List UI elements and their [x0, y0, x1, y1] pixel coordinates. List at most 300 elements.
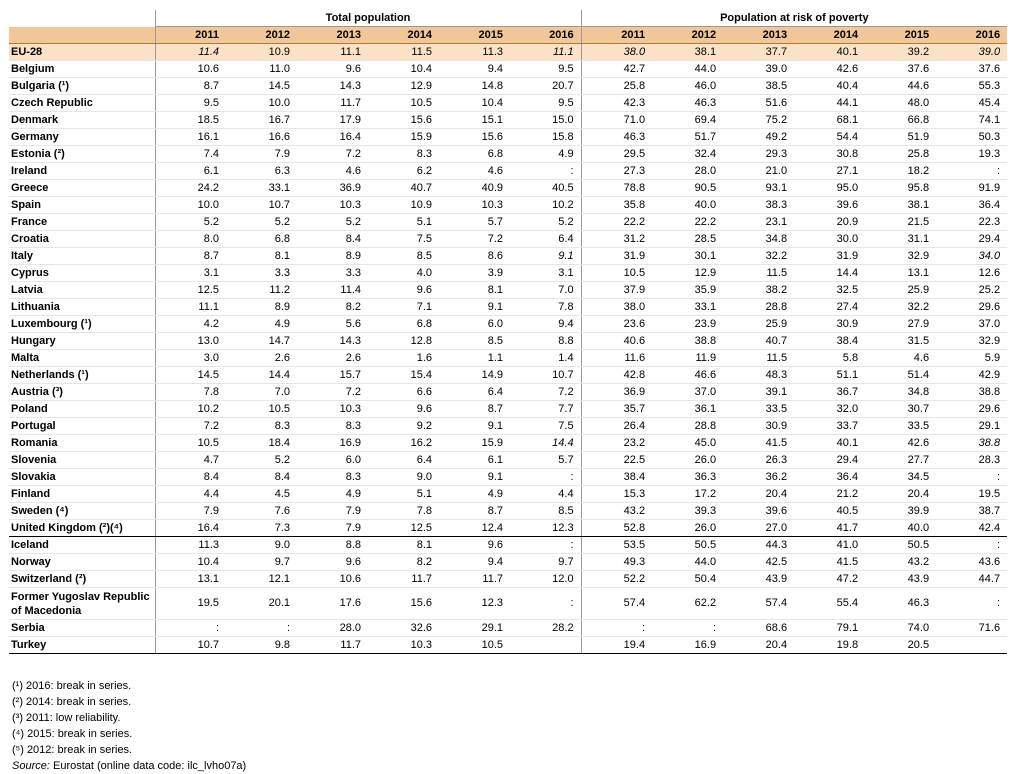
poverty-population-cell: 32.5 — [794, 282, 865, 299]
total-population-cell: 9.7 — [226, 554, 297, 571]
poverty-population-cell: 28.5 — [652, 231, 723, 248]
poverty-population-cell: 36.4 — [936, 197, 1007, 214]
table-row — [9, 61, 1007, 78]
total-population-cell: 9.7 — [510, 554, 581, 571]
total-population-cell: 7.9 — [297, 503, 368, 520]
poverty-population-cell: : — [936, 469, 1007, 486]
poverty-population-cell: 33.7 — [794, 418, 865, 435]
poverty-population-cell: 10.5 — [581, 265, 652, 282]
row-label: Latvia — [9, 282, 155, 299]
total-population-cell: 17.6 — [297, 588, 368, 620]
total-population-cell: 6.1 — [439, 452, 510, 469]
poverty-population-cell: 21.5 — [865, 214, 936, 231]
poverty-population-cell: 38.5 — [723, 78, 794, 95]
year-header-corner — [9, 27, 155, 44]
poverty-population-cell: 22.5 — [581, 452, 652, 469]
table-row — [9, 384, 1007, 401]
poverty-population-cell: 36.1 — [652, 401, 723, 418]
poverty-population-cell: 39.0 — [723, 61, 794, 78]
poverty-population-cell: 39.6 — [794, 197, 865, 214]
total-population-cell: 16.4 — [297, 129, 368, 146]
poverty-population-cell: 5.8 — [794, 350, 865, 367]
total-population-cell: 15.6 — [368, 112, 439, 129]
total-population-cell: 10.7 — [510, 367, 581, 384]
total-population-cell: 9.4 — [510, 316, 581, 333]
poverty-population-cell: 29.6 — [936, 401, 1007, 418]
poverty-population-cell: 68.6 — [723, 620, 794, 637]
poverty-population-cell: 71.6 — [936, 620, 1007, 637]
total-population-cell: 6.0 — [439, 316, 510, 333]
poverty-population-cell: 28.0 — [652, 163, 723, 180]
poverty-population-cell: 29.3 — [723, 146, 794, 163]
poverty-population-cell: 26.3 — [723, 452, 794, 469]
poverty-population-cell: 11.5 — [723, 350, 794, 367]
total-population-cell: 5.2 — [226, 214, 297, 231]
total-population-cell: 14.4 — [226, 367, 297, 384]
poverty-population-cell: 38.8 — [936, 435, 1007, 452]
total-population-cell: 10.3 — [439, 197, 510, 214]
total-population-cell: 8.8 — [297, 537, 368, 554]
total-population-cell: 10.6 — [297, 571, 368, 588]
total-population-cell: : — [155, 620, 226, 637]
poverty-population-cell: 19.5 — [936, 486, 1007, 503]
poverty-population-cell: 34.5 — [865, 469, 936, 486]
poverty-population-cell: 50.4 — [652, 571, 723, 588]
total-population-cell: 7.8 — [155, 384, 226, 401]
poverty-population-cell: 52.2 — [581, 571, 652, 588]
poverty-population-cell: 37.6 — [936, 61, 1007, 78]
total-population-cell: 10.6 — [155, 61, 226, 78]
source-line — [12, 758, 1007, 774]
poverty-population-cell: 32.9 — [865, 248, 936, 265]
total-population-cell: 2.6 — [226, 350, 297, 367]
poverty-population-cell: 40.5 — [794, 503, 865, 520]
total-population-cell: 9.4 — [439, 554, 510, 571]
total-population-cell: 1.6 — [368, 350, 439, 367]
poverty-population-cell: 50.3 — [936, 129, 1007, 146]
poverty-population-cell: 45.4 — [936, 95, 1007, 112]
poverty-population-cell: 68.1 — [794, 112, 865, 129]
poverty-population-cell: 27.4 — [794, 299, 865, 316]
row-label: Denmark — [9, 112, 155, 129]
poverty-population-cell: 42.6 — [865, 435, 936, 452]
poverty-population-cell: 39.0 — [936, 44, 1007, 61]
footnote: (³) 2011: low reliability. — [12, 712, 121, 724]
table-row — [9, 469, 1007, 486]
poverty-population-cell: 44.7 — [936, 571, 1007, 588]
total-population-cell: 4.5 — [226, 486, 297, 503]
poverty-population-cell: 40.6 — [581, 333, 652, 350]
table-row — [9, 418, 1007, 435]
row-label: Lithuania — [9, 299, 155, 316]
poverty-population-cell: 57.4 — [723, 588, 794, 620]
table-container — [9, 10, 1007, 774]
total-population-cell: 4.6 — [439, 163, 510, 180]
total-population-cell: 13.1 — [155, 571, 226, 588]
poverty-population-cell: 42.9 — [936, 367, 1007, 384]
total-population-cell: 9.2 — [368, 418, 439, 435]
table-row — [9, 129, 1007, 146]
poverty-population-cell: 30.0 — [794, 231, 865, 248]
total-population-cell: 8.4 — [297, 231, 368, 248]
table-row — [9, 620, 1007, 637]
total-population-cell: 6.4 — [510, 231, 581, 248]
total-population-cell: 8.5 — [439, 333, 510, 350]
poverty-population-cell — [936, 637, 1007, 654]
poverty-population-cell: 33.5 — [723, 401, 794, 418]
poverty-population-cell: : — [936, 588, 1007, 620]
total-population-cell: 12.5 — [155, 282, 226, 299]
poverty-population-cell: 46.3 — [865, 588, 936, 620]
total-population-cell: 15.0 — [510, 112, 581, 129]
poverty-population-cell: 27.1 — [794, 163, 865, 180]
total-population-cell: 32.6 — [368, 620, 439, 637]
total-population-cell: 7.2 — [155, 418, 226, 435]
table-row — [9, 265, 1007, 282]
table-row — [9, 316, 1007, 333]
poverty-population-cell: 20.4 — [865, 486, 936, 503]
total-population-cell: 10.5 — [368, 95, 439, 112]
total-population-cell: 15.7 — [297, 367, 368, 384]
poverty-population-cell: 19.4 — [581, 637, 652, 654]
poverty-population-cell: 34.0 — [936, 248, 1007, 265]
total-population-cell: 9.1 — [439, 299, 510, 316]
total-population-cell: 8.1 — [368, 537, 439, 554]
poverty-population-cell: 74.1 — [936, 112, 1007, 129]
poverty-population-cell: 11.9 — [652, 350, 723, 367]
total-population-cell: 9.5 — [155, 95, 226, 112]
poverty-population-cell: 32.2 — [865, 299, 936, 316]
poverty-population-cell: 43.2 — [865, 554, 936, 571]
total-population-cell: 8.7 — [439, 503, 510, 520]
year-header: 2016 — [936, 27, 1007, 44]
total-population-cell: 7.2 — [439, 231, 510, 248]
poverty-population-cell: 51.4 — [865, 367, 936, 384]
poverty-population-cell: 11.6 — [581, 350, 652, 367]
poverty-population-cell: 36.9 — [581, 384, 652, 401]
poverty-population-cell: 49.3 — [581, 554, 652, 571]
total-population-cell: 12.1 — [226, 571, 297, 588]
poverty-population-cell: 28.8 — [723, 299, 794, 316]
total-population-cell: 14.3 — [297, 78, 368, 95]
poverty-population-cell: 44.0 — [652, 554, 723, 571]
total-population-cell: 14.7 — [226, 333, 297, 350]
total-population-cell: 7.9 — [155, 503, 226, 520]
poverty-population-cell: 36.4 — [794, 469, 865, 486]
total-population-cell: 28.0 — [297, 620, 368, 637]
total-population-cell: 10.0 — [155, 197, 226, 214]
total-population-cell: 15.9 — [439, 435, 510, 452]
poverty-population-cell: 37.7 — [723, 44, 794, 61]
poverty-population-cell: 28.8 — [652, 418, 723, 435]
poverty-population-cell: 31.1 — [865, 231, 936, 248]
poverty-population-cell: 44.0 — [652, 61, 723, 78]
poverty-population-cell: 30.7 — [865, 401, 936, 418]
total-population-cell: 8.8 — [510, 333, 581, 350]
total-population-cell: 18.5 — [155, 112, 226, 129]
total-population-cell: 4.0 — [368, 265, 439, 282]
total-population-cell: 8.7 — [439, 401, 510, 418]
poverty-population-cell: 17.2 — [652, 486, 723, 503]
total-population-cell: 16.7 — [226, 112, 297, 129]
total-population-cell: 14.8 — [439, 78, 510, 95]
poverty-population-cell: 4.6 — [865, 350, 936, 367]
row-label: Ireland — [9, 163, 155, 180]
table-row — [9, 282, 1007, 299]
poverty-population-cell: 44.6 — [865, 78, 936, 95]
total-population-cell: 5.2 — [226, 452, 297, 469]
footnote: (¹) 2016: break in series. — [12, 680, 132, 692]
poverty-population-cell: 75.2 — [723, 112, 794, 129]
total-population-cell: 15.6 — [368, 588, 439, 620]
poverty-population-cell: 69.4 — [652, 112, 723, 129]
total-population-cell: 8.3 — [297, 418, 368, 435]
total-population-cell: 11.0 — [226, 61, 297, 78]
total-population-cell: 16.4 — [155, 520, 226, 537]
total-population-cell: 12.3 — [439, 588, 510, 620]
total-population-cell: 11.7 — [297, 95, 368, 112]
year-header: 2014 — [794, 27, 865, 44]
total-population-cell: 8.9 — [297, 248, 368, 265]
total-population-cell: 9.1 — [510, 248, 581, 265]
total-population-cell: 16.9 — [297, 435, 368, 452]
poverty-population-cell: 23.1 — [723, 214, 794, 231]
poverty-population-cell: 40.1 — [794, 435, 865, 452]
total-population-cell: 14.5 — [155, 367, 226, 384]
poverty-population-cell: 38.0 — [581, 299, 652, 316]
header-population-at-risk-of-poverty: Population at risk of poverty — [581, 10, 1007, 27]
poverty-population-cell: 36.7 — [794, 384, 865, 401]
year-header: 2015 — [865, 27, 936, 44]
poverty-population-cell: 12.9 — [652, 265, 723, 282]
total-population-cell: 11.7 — [368, 571, 439, 588]
poverty-population-cell: 95.8 — [865, 180, 936, 197]
total-population-cell: 4.9 — [226, 316, 297, 333]
total-population-cell — [510, 637, 581, 654]
total-population-cell: 8.3 — [297, 469, 368, 486]
poverty-population-cell: 38.0 — [581, 44, 652, 61]
total-population-cell: 33.1 — [226, 180, 297, 197]
poverty-population-cell: 37.9 — [581, 282, 652, 299]
total-population-cell: 15.8 — [510, 129, 581, 146]
total-population-cell: 11.1 — [510, 44, 581, 61]
poverty-population-cell: 25.8 — [581, 78, 652, 95]
total-population-cell: 8.4 — [226, 469, 297, 486]
table-row — [9, 95, 1007, 112]
table-row — [9, 350, 1007, 367]
total-population-cell: 12.5 — [368, 520, 439, 537]
total-population-cell: 11.7 — [439, 571, 510, 588]
row-label: Croatia — [9, 231, 155, 248]
poverty-population-cell: 30.9 — [794, 316, 865, 333]
poverty-population-cell: 51.6 — [723, 95, 794, 112]
poverty-population-cell: 28.3 — [936, 452, 1007, 469]
table-row — [9, 112, 1007, 129]
total-population-cell: 7.6 — [226, 503, 297, 520]
poverty-population-cell: 40.7 — [723, 333, 794, 350]
total-population-cell: 7.5 — [510, 418, 581, 435]
total-population-cell: 12.4 — [439, 520, 510, 537]
poverty-population-cell: 57.4 — [581, 588, 652, 620]
table-row — [9, 214, 1007, 231]
poverty-population-cell: 55.3 — [936, 78, 1007, 95]
row-label: Netherlands (¹) — [9, 367, 155, 384]
group-header-row — [9, 10, 1007, 27]
header-total-population: Total population — [155, 10, 581, 27]
total-population-cell: 7.5 — [368, 231, 439, 248]
poverty-population-cell: 25.2 — [936, 282, 1007, 299]
total-population-cell: 11.1 — [155, 299, 226, 316]
total-population-cell: 7.9 — [226, 146, 297, 163]
total-population-cell: 9.5 — [510, 61, 581, 78]
poverty-population-cell: 29.1 — [936, 418, 1007, 435]
poverty-population-cell: 50.5 — [652, 537, 723, 554]
year-header: 2011 — [581, 27, 652, 44]
total-population-cell: 6.4 — [439, 384, 510, 401]
total-population-cell: 7.1 — [368, 299, 439, 316]
total-population-cell: 5.1 — [368, 486, 439, 503]
poverty-population-cell: 38.3 — [723, 197, 794, 214]
poverty-population-cell: 46.3 — [652, 95, 723, 112]
row-label: Malta — [9, 350, 155, 367]
total-population-cell: 1.4 — [510, 350, 581, 367]
row-label: Czech Republic — [9, 95, 155, 112]
poverty-population-cell: 35.9 — [652, 282, 723, 299]
poverty-population-cell: 34.8 — [723, 231, 794, 248]
poverty-population-cell: 25.8 — [865, 146, 936, 163]
poverty-population-cell: 11.5 — [723, 265, 794, 282]
total-population-cell: 36.9 — [297, 180, 368, 197]
poverty-population-cell: 35.8 — [581, 197, 652, 214]
table-row — [9, 367, 1007, 384]
total-population-cell: 11.3 — [439, 44, 510, 61]
poverty-population-cell: 32.4 — [652, 146, 723, 163]
year-header: 2012 — [226, 27, 297, 44]
footnotes — [9, 678, 1007, 774]
year-header: 2012 — [652, 27, 723, 44]
table-row — [9, 588, 1007, 620]
total-population-cell: 7.2 — [510, 384, 581, 401]
total-population-cell: : — [510, 588, 581, 620]
row-label: Finland — [9, 486, 155, 503]
total-population-cell: 3.0 — [155, 350, 226, 367]
poverty-population-cell: 23.6 — [581, 316, 652, 333]
poverty-population-cell: 91.9 — [936, 180, 1007, 197]
poverty-population-cell: 41.7 — [794, 520, 865, 537]
row-label: Italy — [9, 248, 155, 265]
total-population-cell: 10.4 — [439, 95, 510, 112]
poverty-population-cell: 18.2 — [865, 163, 936, 180]
row-label: Serbia — [9, 620, 155, 637]
row-label: Slovenia — [9, 452, 155, 469]
total-population-cell: 8.1 — [226, 248, 297, 265]
poverty-population-cell: 90.5 — [652, 180, 723, 197]
total-population-cell: 4.6 — [297, 163, 368, 180]
poverty-population-cell: 30.9 — [723, 418, 794, 435]
total-population-cell: 6.6 — [368, 384, 439, 401]
poverty-population-cell: 27.9 — [865, 316, 936, 333]
total-population-cell: 8.7 — [155, 248, 226, 265]
year-header: 2014 — [368, 27, 439, 44]
total-population-cell: 6.8 — [439, 146, 510, 163]
row-label: Poland — [9, 401, 155, 418]
total-population-cell: 7.7 — [510, 401, 581, 418]
poverty-population-cell: 22.2 — [581, 214, 652, 231]
row-label: Turkey — [9, 637, 155, 654]
total-population-cell: 5.7 — [439, 214, 510, 231]
year-header: 2013 — [297, 27, 368, 44]
poverty-population-cell: 14.4 — [794, 265, 865, 282]
poverty-population-cell: 20.4 — [723, 637, 794, 654]
total-population-cell: 7.2 — [297, 384, 368, 401]
poverty-population-cell: 39.1 — [723, 384, 794, 401]
total-population-cell: 9.4 — [439, 61, 510, 78]
poverty-population-cell: 51.9 — [865, 129, 936, 146]
poverty-population-cell: 32.2 — [723, 248, 794, 265]
poverty-population-cell: 34.8 — [865, 384, 936, 401]
total-population-cell: : — [510, 537, 581, 554]
poverty-population-cell: 41.5 — [723, 435, 794, 452]
table-row — [9, 78, 1007, 95]
poverty-population-cell: 50.5 — [865, 537, 936, 554]
poverty-population-cell: 40.0 — [652, 197, 723, 214]
poverty-population-cell: 37.6 — [865, 61, 936, 78]
poverty-population-cell: 46.6 — [652, 367, 723, 384]
total-population-cell: 10.5 — [439, 637, 510, 654]
poverty-population-cell: 44.1 — [794, 95, 865, 112]
total-population-cell: 7.8 — [368, 503, 439, 520]
poverty-population-cell: : — [936, 163, 1007, 180]
year-header: 2015 — [439, 27, 510, 44]
total-population-cell: 8.2 — [297, 299, 368, 316]
total-population-cell: 15.4 — [368, 367, 439, 384]
total-population-cell: 5.2 — [297, 214, 368, 231]
poverty-population-cell: 36.3 — [652, 469, 723, 486]
total-population-cell: 10.3 — [368, 637, 439, 654]
poverty-population-cell: 29.5 — [581, 146, 652, 163]
poverty-population-cell: 45.0 — [652, 435, 723, 452]
total-population-cell: 15.6 — [439, 129, 510, 146]
total-population-cell: 5.6 — [297, 316, 368, 333]
total-population-cell: 11.3 — [155, 537, 226, 554]
table-row — [9, 333, 1007, 350]
total-population-cell: 5.1 — [368, 214, 439, 231]
total-population-cell: 14.3 — [297, 333, 368, 350]
total-population-cell: 3.1 — [510, 265, 581, 282]
poverty-population-cell: 39.6 — [723, 503, 794, 520]
total-population-cell: 19.5 — [155, 588, 226, 620]
poverty-population-cell: 25.9 — [723, 316, 794, 333]
total-population-cell: 12.9 — [368, 78, 439, 95]
poverty-population-cell: 39.3 — [652, 503, 723, 520]
poverty-population-cell: 20.4 — [723, 486, 794, 503]
poverty-population-cell: 42.8 — [581, 367, 652, 384]
total-population-cell: 7.8 — [510, 299, 581, 316]
table-head — [9, 10, 1007, 44]
poverty-population-cell: 16.9 — [652, 637, 723, 654]
poverty-population-cell: 51.7 — [652, 129, 723, 146]
total-population-cell: 10.0 — [226, 95, 297, 112]
total-population-cell: 3.1 — [155, 265, 226, 282]
table-row — [9, 520, 1007, 537]
poverty-population-cell: 78.8 — [581, 180, 652, 197]
total-population-cell: 9.6 — [368, 401, 439, 418]
total-population-cell: 5.2 — [155, 214, 226, 231]
poverty-population-cell: 26.4 — [581, 418, 652, 435]
row-label: Iceland — [9, 537, 155, 554]
row-label: Portugal — [9, 418, 155, 435]
total-population-cell: 14.5 — [226, 78, 297, 95]
